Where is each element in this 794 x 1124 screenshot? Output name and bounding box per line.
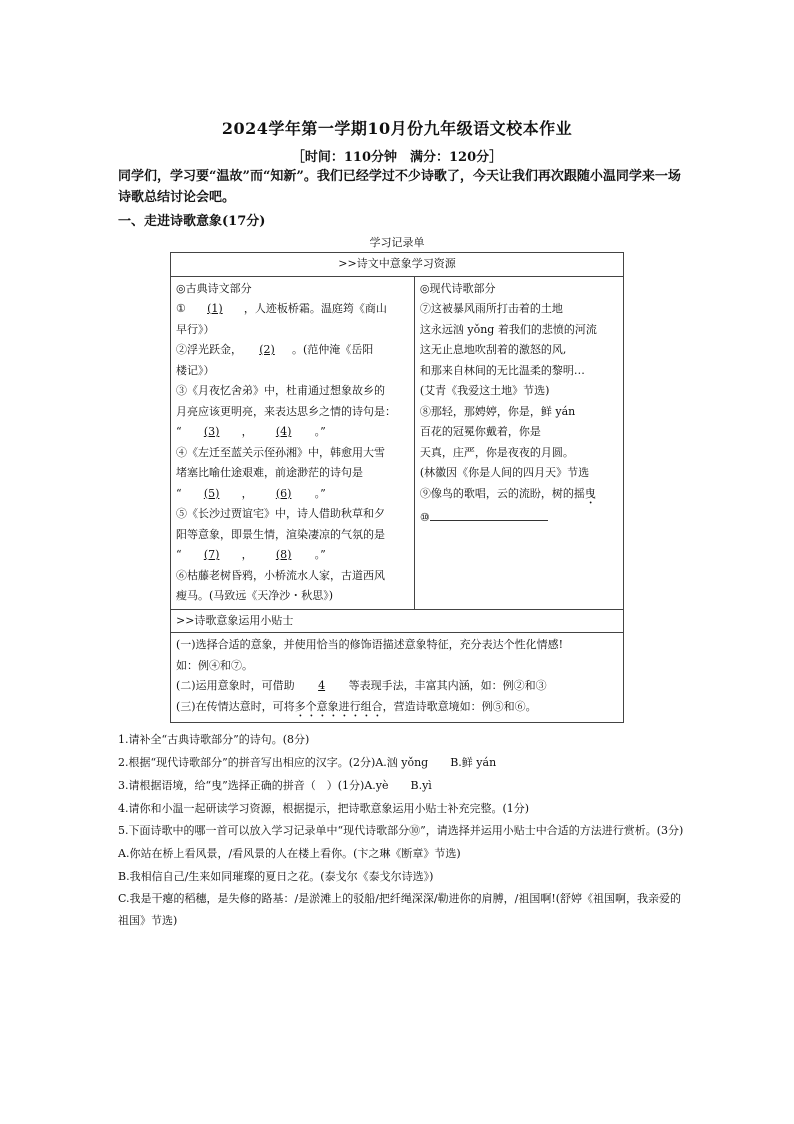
section-heading: 一、走进诗歌意象(17分): [118, 214, 266, 229]
emphasized-text: 多个意象进行组合: [294, 699, 383, 713]
fill-blank[interactable]: (1): [207, 302, 223, 315]
intro-paragraph: 同学们，学习要“温故”而“知新”。我们已经学过不少诗歌了，今天让我们再次跟随小温同学来一场诗歌总结讨论会吧。: [118, 169, 681, 205]
modern-line: 这永远汹 yǒng 着我们的悲愤的河流: [419, 322, 597, 336]
classical-line: ⑤《长沙过贾谊宅》中，诗人借助秋草和夕: [176, 507, 385, 520]
modern-line: ⑦这被暴风雨所打击着的土地: [419, 302, 563, 315]
answer-line[interactable]: [430, 507, 548, 521]
classical-line: ① (1) ，人迹板桥霜。温庭筠《商山: [176, 299, 409, 320]
classical-line: ④《左迁至蓝关示侄孙湘》中，韩愈用大雪: [176, 445, 385, 459]
classical-title: ◎古典诗文部分: [176, 281, 252, 295]
tip-line: (二)运用意象时，可借助 4 等表现手法，丰富其内涵，如：例②和③: [176, 676, 618, 697]
modern-line: 百花的冠冕你戴着，你是: [419, 425, 541, 438]
classical-line: ⑥枯藤老树昏鸦，小桥流水人家，古道西风: [176, 568, 385, 582]
classical-line: “ (3) ， (4) 。”: [176, 422, 409, 443]
modern-line: ⑧那轻，那娉婷，你是，鲜 yán: [419, 404, 576, 418]
classical-line: 楼记》）: [176, 363, 215, 377]
classical-line: ②浮光跃金， (2) 。(范仲淹《岳阳: [176, 340, 409, 361]
modern-title: ◎现代诗歌部分: [419, 281, 496, 295]
classical-line: 堵塞比喻仕途艰难，前途渺茫的诗句是: [176, 466, 363, 479]
modern-line: 这无止息地吹刮着的激怒的风,: [419, 343, 567, 356]
option-a: A.你站在桥上看风景，/看风景的人在楼上看你。(卞之琳《断章》节选): [118, 847, 461, 860]
classical-line: 瘦马。(马致远《天净沙・秋思》): [176, 589, 334, 602]
fill-blank[interactable]: (7): [203, 548, 220, 561]
resources-header: >>诗文中意象学习资源: [171, 253, 624, 277]
fill-blank[interactable]: (2): [259, 343, 275, 356]
fill-blank[interactable]: (4): [275, 425, 292, 438]
classical-line: “ (7) ， (8) 。”: [176, 545, 409, 566]
question: 1.请补全“古典诗歌部分”的诗句。(8分): [118, 733, 310, 746]
fill-blank[interactable]: (6): [275, 486, 292, 500]
option-c: C.我是干瘪的稻穗，是失修的路基：/是淤滩上的驳船/把纤绳深深/勒进你的肩膊，/祖国啊!(舒婷《祖国啊，我亲爱的祖国》节选): [118, 892, 682, 927]
tip-line: (一)选择合适的意象，并使用恰当的修饰语描述意象特征，充分表达个性化情感!: [176, 638, 564, 651]
tip-line: (三)在传情达意时，可将多个意象进行组合，营造诗歌意境如：例⑤和⑥。: [176, 699, 537, 713]
classical-line: 月亮应该更明亮，来表达思乡之情的诗句是：: [176, 404, 396, 418]
fill-blank[interactable]: (5): [203, 486, 220, 500]
modern-line: ⑨像鸟的歌唱，云的流盼，树的摇曳: [419, 486, 596, 500]
modern-line: (林徽因《你是人间的四月天》节选: [419, 466, 590, 479]
tips-header: >>诗歌意象运用小贴士: [171, 609, 624, 633]
modern-line: 天真，庄严，你是夜夜的月圆。: [419, 445, 574, 459]
exam-info: ［时间：110分钟 满分：120分］: [291, 150, 503, 165]
question: 3.请根据语境，给“曳”选择正确的拼音（ ）(1分)A.yè B.yì: [118, 779, 432, 792]
fill-blank[interactable]: 4: [318, 679, 326, 692]
classical-line: 阳等意象，即景生情，渲染凄凉的气氛的是: [176, 527, 385, 541]
classical-line: 早行》）: [176, 322, 215, 336]
classical-line: ③《月夜忆舍弟》中，杜甫通过想象故乡的: [176, 384, 385, 397]
question: 2.根据“现代诗歌部分”的拼音写出相应的汉字。(2分)A.汹 yǒng B.鲜 yán: [118, 756, 497, 769]
modern-line: (艾青《我爱这土地》节选): [419, 384, 550, 397]
record-caption: 学习记录单: [369, 236, 425, 249]
option-b: B.我相信自己/生来如同璀璨的夏日之花。(泰戈尔《泰戈尔诗选》): [118, 870, 434, 883]
tip-line: 如：例④和⑦。: [176, 658, 253, 672]
modern-line: ⑩: [420, 507, 618, 529]
question: 4.请你和小温一起研读学习资源，根据提示，把诗歌意象运用小贴士补充完整。(1分): [118, 802, 530, 815]
classical-line: “ (5) ， (6) 。”: [176, 484, 409, 505]
tips-section: [171, 633, 624, 723]
questions: [118, 728, 684, 932]
page-title: 2024学年第一学期10月份九年级语文校本作业: [221, 119, 573, 138]
study-record-table: [170, 252, 624, 723]
emphasized-char: 曳: [584, 486, 596, 500]
fill-blank[interactable]: (8): [275, 548, 292, 561]
fill-blank[interactable]: (3): [203, 425, 220, 438]
modern-section: [414, 276, 623, 609]
modern-line: 和那来自林间的无比温柔的黎明…: [419, 363, 585, 377]
classical-section: [171, 276, 415, 609]
question: 5.下面诗歌中的哪一首可以放入学习记录单中“现代诗歌部分⑩”，请选择并运用小贴士中合适的方法进行赏析。(3分): [118, 824, 684, 837]
